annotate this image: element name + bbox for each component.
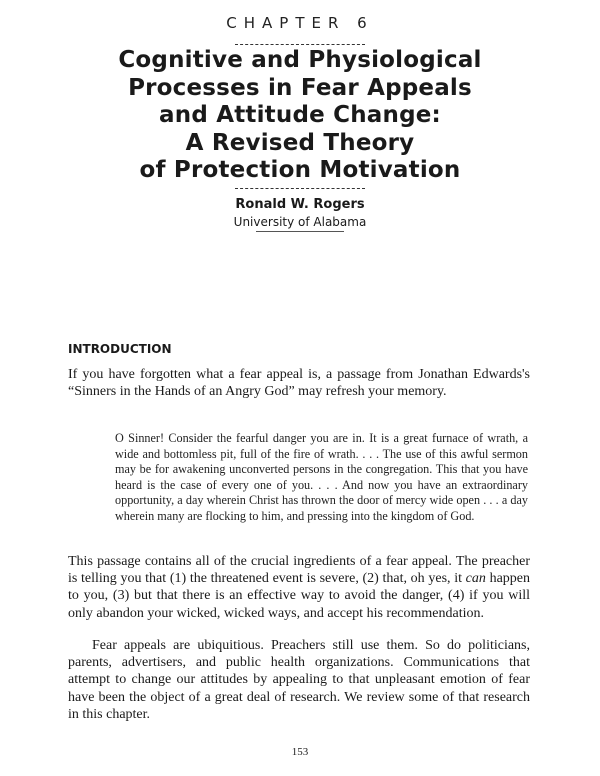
- chapter-divider: [235, 44, 365, 45]
- author-name: Ronald W. Rogers: [235, 197, 365, 212]
- affiliation-underline: [256, 231, 344, 232]
- emphasis-text: can: [465, 571, 486, 587]
- title-line: Processes in Fear Appeals: [128, 74, 472, 101]
- intro-paragraph: If you have forgotten what a fear appeal is, a passage from Jonathan Edwards's “Sinners in the Hands of an Angry God” may refresh your memory.: [68, 367, 530, 400]
- page-number: 153: [291, 746, 309, 758]
- title-line: and Attitude Change:: [159, 102, 441, 128]
- body-paragraph: Fear appeals are ubiquitious. Preachers still use them. So do politicians, parents, advertisers, and public health organizations. Communications that attempt to change our attitudes by appealing to that unpleasant emotion of fear have been the object of a great deal of research. We review some of that research in this chapter.: [68, 638, 530, 722]
- paragraph-text: happen to you, (3) but that there is an effective way to avoid the danger, (4) if you will only abandon your wicked, wicked ways, and accept his recommendation.: [68, 571, 530, 621]
- author-affiliation: University of Alabama: [233, 215, 367, 229]
- section-heading: INTRODUCTION: [68, 342, 172, 356]
- title-line: of Protection Motivation: [139, 157, 461, 183]
- chapter-title: [60, 47, 540, 185]
- body-paragraph: [68, 553, 530, 622]
- block-quote: O Sinner! Consider the fearful danger you are in. It is a great furnace of wrath, a wide and bottomless pit, full of the fire of wrath. . . . The use of this awful sermon may be for awakening unconverted persons in the congregation. This that you have heard is the case of every one of you. . . . And now you have an extraordinary opportunity, a day wherein Christ has thrown the door of mercy wide open . . . a day wherein many are flocking to him, and pressing into the kingdom of God.: [115, 431, 528, 523]
- chapter-label: CHAPTER 6: [226, 14, 374, 32]
- title-line: A Revised Theory: [185, 129, 415, 156]
- title-divider: [235, 188, 365, 189]
- paragraph-text: This passage contains all of the crucial ingredients of a fear appeal. The preacher is telling you that (1) the threatened event is severe, (2) that, oh yes, it: [68, 554, 530, 587]
- title-line: Cognitive and Physiological: [118, 47, 482, 73]
